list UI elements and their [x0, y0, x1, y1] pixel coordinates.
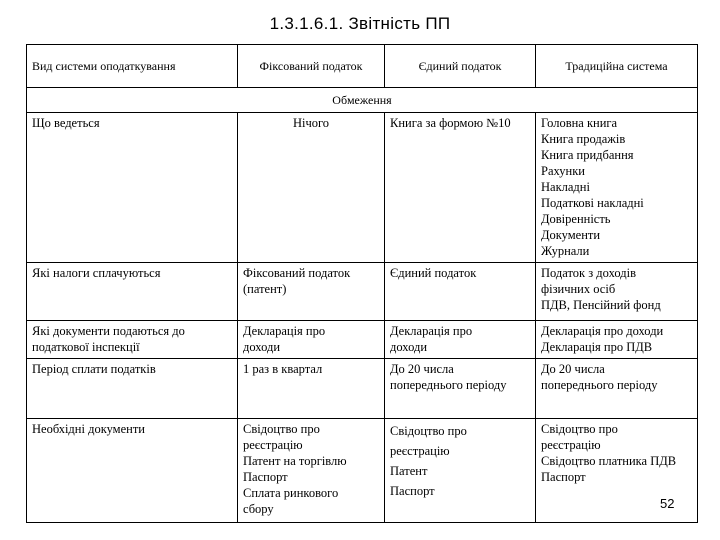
cell-single [385, 419, 536, 523]
cell-line: (патент) [243, 282, 287, 296]
cell-line: реєстрацію [541, 438, 601, 452]
cell-line: Рахунки [541, 164, 585, 178]
cell-line: Патент [390, 464, 428, 478]
header-single-tax: Єдиний податок [385, 45, 536, 88]
row-label: Що ведеться [27, 113, 238, 263]
cell-line: Податкові накладні [541, 196, 644, 210]
cell-line: Довіренність [541, 212, 611, 226]
cell-line: ПДВ, Пенсійний фонд [541, 298, 661, 312]
cell-line: Книга за формою №10 [390, 116, 511, 130]
cell-line: реєстрацію [243, 438, 303, 452]
cell-line: Декларація про [243, 324, 326, 338]
page-number: 52 [660, 496, 675, 511]
cell-line: реєстрацію [390, 444, 450, 458]
cell-line: До 20 числа [541, 362, 605, 376]
cell-single [385, 113, 536, 263]
cell-single [385, 359, 536, 419]
cell-fixed [238, 359, 385, 419]
cell-line: Фіксований податок [243, 266, 351, 280]
cell-line: доходи [243, 340, 281, 354]
page-title: 1.3.1.6.1. Звітність ПП [269, 14, 451, 33]
cell-line: Сплата ринкового [243, 486, 339, 500]
header-traditional-system: Традиційна система [536, 45, 698, 88]
cell-line: Декларація про ПДВ [541, 340, 653, 354]
cell-traditional [536, 263, 698, 321]
cell-line: Свідоцтво про [541, 422, 618, 436]
header-tax-system-type: Вид системи оподаткування [27, 45, 238, 88]
cell-fixed [238, 263, 385, 321]
cell-line: попереднього періоду [541, 378, 658, 392]
cell-single [385, 321, 536, 359]
cell-line: Декларація про доходи [541, 324, 664, 338]
cell-line: Паспорт [243, 470, 288, 484]
row-label: Які документи подаються до податкової інспекції [27, 321, 238, 359]
cell-line: Свідоцтво про [243, 422, 320, 436]
cell-fixed [238, 321, 385, 359]
cell-fixed [238, 113, 385, 263]
row-label: Які налоги сплачуються [27, 263, 238, 321]
cell-line: доходи [390, 340, 428, 354]
row-label: Період сплати податків [27, 359, 238, 419]
cell-traditional [536, 321, 698, 359]
tax-system-table [26, 44, 698, 523]
cell-line: сбору [243, 502, 274, 516]
cell-single [385, 263, 536, 321]
table-row [27, 359, 698, 419]
header-fixed-tax: Фіксований податок [238, 45, 385, 88]
row-label: Необхідні документи [27, 419, 238, 523]
cell-line: Декларація про [390, 324, 473, 338]
table-row [27, 113, 698, 263]
cell-traditional [536, 113, 698, 263]
table-header-row [27, 45, 698, 88]
cell-line: попереднього періоду [390, 378, 507, 392]
cell-line: Книга продажів [541, 132, 626, 146]
cell-line: Документи [541, 228, 601, 242]
cell-fixed [238, 419, 385, 523]
cell-line: Паспорт [390, 484, 435, 498]
cell-line: Накладні [541, 180, 590, 194]
section-row [27, 88, 698, 113]
cell-line: Нічого [292, 116, 330, 130]
cell-line: фізичних осіб [541, 282, 616, 296]
table-row [27, 321, 698, 359]
cell-line: Патент на торгівлю [243, 454, 347, 468]
cell-line: До 20 числа [390, 362, 454, 376]
section-label-restrictions: Обмеження [27, 88, 698, 113]
table-row [27, 263, 698, 321]
table-row [27, 419, 698, 523]
cell-line: Журнали [541, 244, 590, 258]
cell-line: Книга придбання [541, 148, 634, 162]
cell-line: Свідоцтво платника ПДВ [541, 454, 677, 468]
cell-line: Єдиний податок [390, 266, 477, 280]
cell-traditional [536, 359, 698, 419]
cell-line: Свідоцтво про [390, 424, 467, 438]
cell-line: Податок з доходів [541, 266, 637, 280]
cell-line: 1 раз в квартал [243, 362, 323, 376]
cell-line: Паспорт [541, 470, 586, 484]
cell-line: Головна книга [541, 116, 618, 130]
